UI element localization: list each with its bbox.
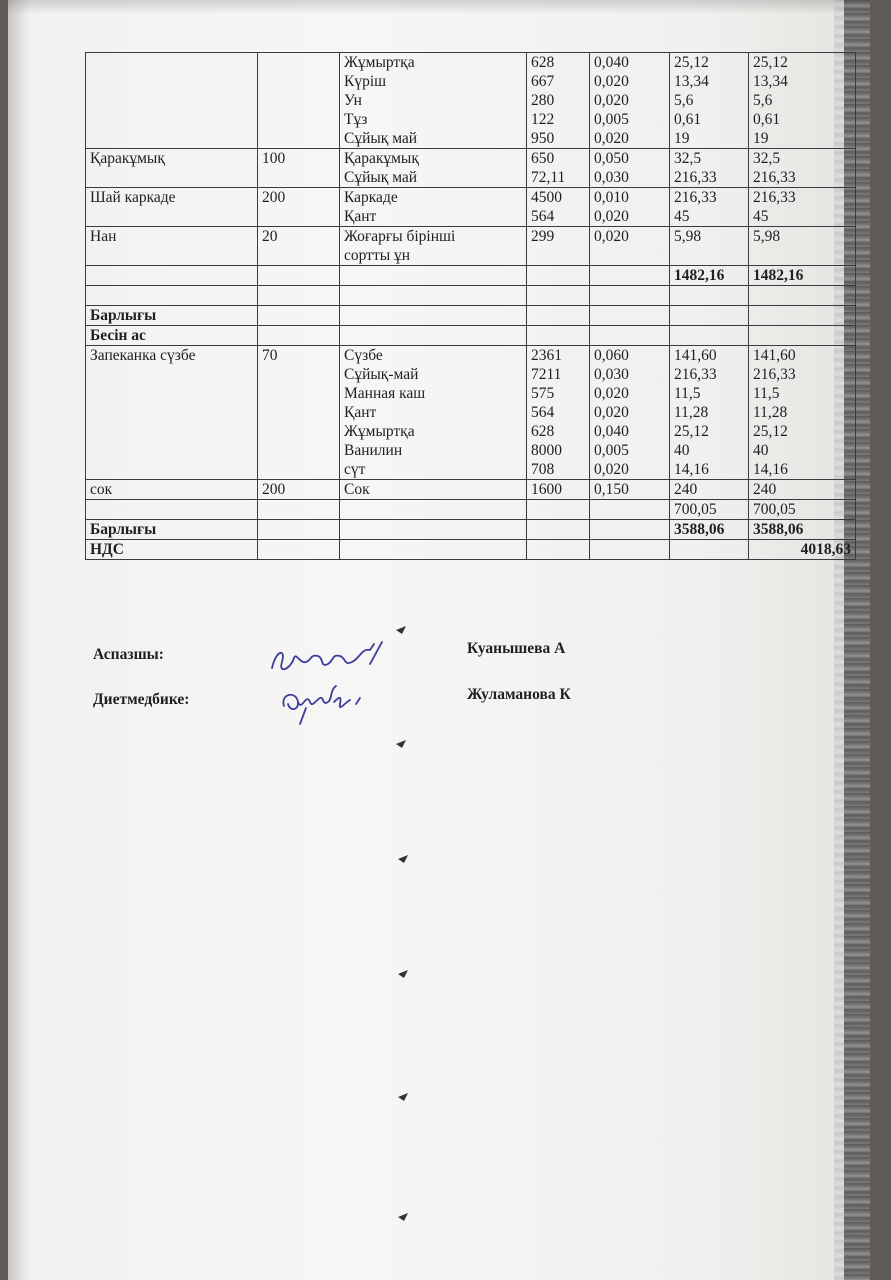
empty-cell — [340, 520, 527, 540]
sum — [670, 346, 749, 480]
quantity-line: 0,030 — [594, 366, 629, 383]
price — [527, 53, 590, 149]
price-line: 7211 — [531, 366, 562, 383]
ingredients-line: Манная каш — [344, 385, 426, 402]
empty-cell — [258, 520, 340, 540]
price-line: 280 — [531, 92, 555, 109]
price-line: 2361 — [531, 347, 562, 364]
empty-cell — [527, 306, 590, 326]
empty-cell — [527, 540, 590, 560]
sum — [670, 227, 749, 266]
price-line: 564 — [531, 404, 555, 421]
sum-line: 0,61 — [674, 111, 702, 128]
price-line: 708 — [531, 461, 555, 478]
empty-cell — [749, 306, 856, 326]
quantity-line: 0,030 — [594, 169, 629, 186]
dish-name: Нан — [86, 227, 258, 266]
price-line: 667 — [531, 73, 555, 90]
dietitian-signature — [276, 672, 386, 726]
empty-row — [86, 286, 856, 306]
grand-total-row — [86, 520, 856, 540]
ingredients — [340, 227, 527, 266]
grand-total-sum: 3588,06 — [670, 520, 749, 540]
sum-line: 11,28 — [674, 404, 709, 421]
ingredients-line: сортты ұн — [344, 247, 411, 264]
scan-mark — [396, 626, 406, 634]
quantity-line: 0,020 — [594, 73, 629, 90]
sum-total-line: 11,5 — [753, 385, 780, 402]
grand-total-label: Барлығы — [86, 520, 258, 540]
quantity — [590, 53, 670, 149]
price — [527, 188, 590, 227]
sum-line: 25,12 — [674, 54, 709, 71]
ingredients-line: Сок — [344, 481, 370, 498]
sum-line: 11,5 — [674, 385, 701, 402]
quantity — [590, 227, 670, 266]
sum-total-line: 45 — [753, 208, 769, 225]
price — [527, 346, 590, 480]
sum-line: 25,12 — [674, 423, 709, 440]
sum-total-line: 40 — [753, 442, 769, 459]
ingredients — [340, 53, 527, 149]
vat-row — [86, 540, 856, 560]
empty-cell — [258, 286, 340, 306]
sum-total-line: 14,16 — [753, 461, 788, 478]
empty-cell — [670, 326, 749, 346]
sum-total — [749, 480, 856, 500]
empty-cell — [527, 286, 590, 306]
ingredients-line: Тұз — [344, 111, 368, 128]
sum — [670, 480, 749, 500]
ingredients-line: Сұйық май — [344, 130, 418, 147]
sum-line: 240 — [674, 481, 698, 498]
quantity-line: 0,010 — [594, 189, 629, 206]
price-line: 575 — [531, 385, 555, 402]
quantity — [590, 346, 670, 480]
price — [527, 149, 590, 188]
empty-cell — [340, 540, 527, 560]
sum-line: 5,98 — [674, 228, 702, 245]
ingredients-line: Каркаде — [344, 189, 398, 206]
empty-cell — [527, 500, 590, 520]
sum — [670, 149, 749, 188]
sum-total-line: 0,61 — [753, 111, 781, 128]
quantity-line: 0,020 — [594, 385, 629, 402]
empty-cell — [258, 540, 340, 560]
subtotal-sum-total: 1482,16 — [749, 266, 856, 286]
cook-name: Куанышева А — [467, 640, 566, 657]
sum-total — [749, 53, 856, 149]
price-line: 299 — [531, 228, 555, 245]
empty-cell — [86, 286, 258, 306]
sum-total-line: 11,28 — [753, 404, 788, 421]
price-line: 650 — [531, 150, 555, 167]
page-top-shadow — [8, 0, 870, 14]
subtotal-sum: 700,05 — [670, 500, 749, 520]
empty-cell — [749, 286, 856, 306]
empty-cell — [86, 500, 258, 520]
price-line: 564 — [531, 208, 555, 225]
sum-total-line: 32,5 — [753, 150, 781, 167]
quantity-line: 0,005 — [594, 442, 629, 459]
ingredients-line: сүт — [344, 461, 366, 478]
ingredients-line: Сүзбе — [344, 347, 383, 364]
ingredients-line: Жұмыртқа — [344, 54, 415, 71]
grand-total-sum-total: 3588,06 — [749, 520, 856, 540]
quantity-line: 0,020 — [594, 92, 629, 109]
scan-mark — [398, 855, 408, 863]
sum-total — [749, 227, 856, 266]
quantity — [590, 480, 670, 500]
portion: 200 — [258, 188, 340, 227]
price-line: 1600 — [531, 481, 562, 498]
page-shadow — [8, 0, 30, 1280]
empty-cell — [527, 520, 590, 540]
price-line: 8000 — [531, 442, 562, 459]
ingredients — [340, 188, 527, 227]
quantity — [590, 149, 670, 188]
empty-cell — [340, 326, 527, 346]
ingredients — [340, 346, 527, 480]
ingredients-line: Қант — [344, 404, 377, 421]
sum — [670, 188, 749, 227]
empty-cell — [670, 306, 749, 326]
ingredients-line: Сұйық май — [344, 169, 418, 186]
sum — [670, 53, 749, 149]
sum-line: 5,6 — [674, 92, 694, 109]
empty-cell — [258, 306, 340, 326]
empty-cell — [590, 286, 670, 306]
quantity-line: 0,050 — [594, 150, 629, 167]
ingredients-line: Қаракұмық — [344, 150, 419, 167]
empty-cell — [590, 520, 670, 540]
empty-cell — [590, 326, 670, 346]
vat-sum: 4018,63 — [749, 540, 856, 560]
menu-table-body — [86, 53, 856, 560]
ingredients — [340, 149, 527, 188]
sum-line: 45 — [674, 208, 690, 225]
vat-label: НДС — [86, 540, 258, 560]
sum-total — [749, 149, 856, 188]
table-row — [86, 188, 856, 227]
price-line: 122 — [531, 111, 555, 128]
sum-total-line: 25,12 — [753, 423, 788, 440]
portion: 200 — [258, 480, 340, 500]
dietitian-name: Жуламанова К — [467, 686, 571, 703]
empty-cell — [340, 306, 527, 326]
dish-name: Қаракұмық — [86, 149, 258, 188]
sum-line: 32,5 — [674, 150, 702, 167]
dietitian-label: Диетмедбике: — [93, 691, 190, 708]
sum-line: 13,34 — [674, 73, 709, 90]
empty-cell — [340, 500, 527, 520]
sum-total-line: 216,33 — [753, 169, 796, 186]
dish-name: Запеканка сүзбе — [86, 346, 258, 480]
price-line: 628 — [531, 423, 555, 440]
empty-cell — [340, 286, 527, 306]
sum-total-line: 216,33 — [753, 366, 796, 383]
scan-mark — [398, 1213, 408, 1221]
scan-mark — [398, 970, 408, 978]
empty-cell — [527, 266, 590, 286]
price-line: 950 — [531, 130, 555, 147]
ingredients-line: Жоғарғы бірінші — [344, 228, 456, 245]
price-line: 628 — [531, 54, 555, 71]
sum-line: 216,33 — [674, 366, 717, 383]
empty-cell — [590, 306, 670, 326]
dish-name: сок — [86, 480, 258, 500]
empty-cell — [527, 326, 590, 346]
empty-cell — [258, 500, 340, 520]
empty-cell — [258, 266, 340, 286]
table-row — [86, 480, 856, 500]
ingredients-line: Жұмыртқа — [344, 423, 415, 440]
sum-total-line: 19 — [753, 130, 769, 147]
quantity-line: 0,020 — [594, 461, 629, 478]
sum-total-line: 5,98 — [753, 228, 781, 245]
quantity-line: 0,060 — [594, 347, 629, 364]
empty-cell — [590, 266, 670, 286]
subtotal-sum-total: 700,05 — [749, 500, 856, 520]
section-label: Бесін ас — [86, 326, 258, 346]
total-label: Барлығы — [86, 306, 258, 326]
ingredients-line: Сұйық-май — [344, 366, 419, 383]
subtotal-row — [86, 266, 856, 286]
scan-mark — [398, 1093, 408, 1101]
quantity-line: 0,020 — [594, 130, 629, 147]
sum-line: 19 — [674, 130, 690, 147]
cook-label: Аспазшы: — [93, 646, 164, 663]
total-row — [86, 306, 856, 326]
sum-line: 216,33 — [674, 189, 717, 206]
empty-cell — [258, 326, 340, 346]
sum-line: 14,16 — [674, 461, 709, 478]
table-row — [86, 149, 856, 188]
price-line: 72,11 — [531, 169, 566, 186]
quantity-line: 0,020 — [594, 404, 629, 421]
empty-cell — [590, 540, 670, 560]
price — [527, 480, 590, 500]
scan-mark — [396, 740, 406, 748]
ingredients — [340, 480, 527, 500]
sum-line: 216,33 — [674, 169, 717, 186]
table-row — [86, 346, 856, 480]
ingredients-line: Күріш — [344, 73, 387, 90]
ingredients-line: Ванилин — [344, 442, 403, 459]
sum-total-line: 141,60 — [753, 347, 796, 364]
portion: 20 — [258, 227, 340, 266]
quantity-line: 0,005 — [594, 111, 629, 128]
scanned-page — [8, 0, 870, 1280]
table-row — [86, 227, 856, 266]
quantity-line: 0,020 — [594, 208, 629, 225]
quantity-line: 0,020 — [594, 228, 629, 245]
empty-cell — [590, 500, 670, 520]
empty-cell — [670, 286, 749, 306]
dish-name: Шай каркаде — [86, 188, 258, 227]
sum-total — [749, 188, 856, 227]
subtotal-sum: 1482,16 — [670, 266, 749, 286]
ingredients-line: Ун — [344, 92, 362, 109]
sum-total-line: 240 — [753, 481, 777, 498]
table-row — [86, 53, 856, 149]
empty-cell — [670, 540, 749, 560]
price-line: 4500 — [531, 189, 562, 206]
sum-line: 40 — [674, 442, 690, 459]
empty-cell — [86, 266, 258, 286]
quantity-line: 0,040 — [594, 423, 629, 440]
dish-name — [86, 53, 258, 149]
empty-cell — [340, 266, 527, 286]
section-row — [86, 326, 856, 346]
quantity-line: 0,040 — [594, 54, 629, 71]
price — [527, 227, 590, 266]
subtotal-row — [86, 500, 856, 520]
quantity — [590, 188, 670, 227]
portion: 100 — [258, 149, 340, 188]
portion: 70 — [258, 346, 340, 480]
sum-line: 141,60 — [674, 347, 717, 364]
menu-cost-table — [85, 52, 856, 560]
empty-cell — [749, 326, 856, 346]
sum-total-line: 25,12 — [753, 54, 788, 71]
portion — [258, 53, 340, 149]
quantity-line: 0,150 — [594, 481, 629, 498]
sum-total — [749, 346, 856, 480]
sum-total-line: 13,34 — [753, 73, 788, 90]
cook-signature — [266, 640, 396, 680]
sum-total-line: 5,6 — [753, 92, 773, 109]
sum-total-line: 216,33 — [753, 189, 796, 206]
ingredients-line: Қант — [344, 208, 377, 225]
